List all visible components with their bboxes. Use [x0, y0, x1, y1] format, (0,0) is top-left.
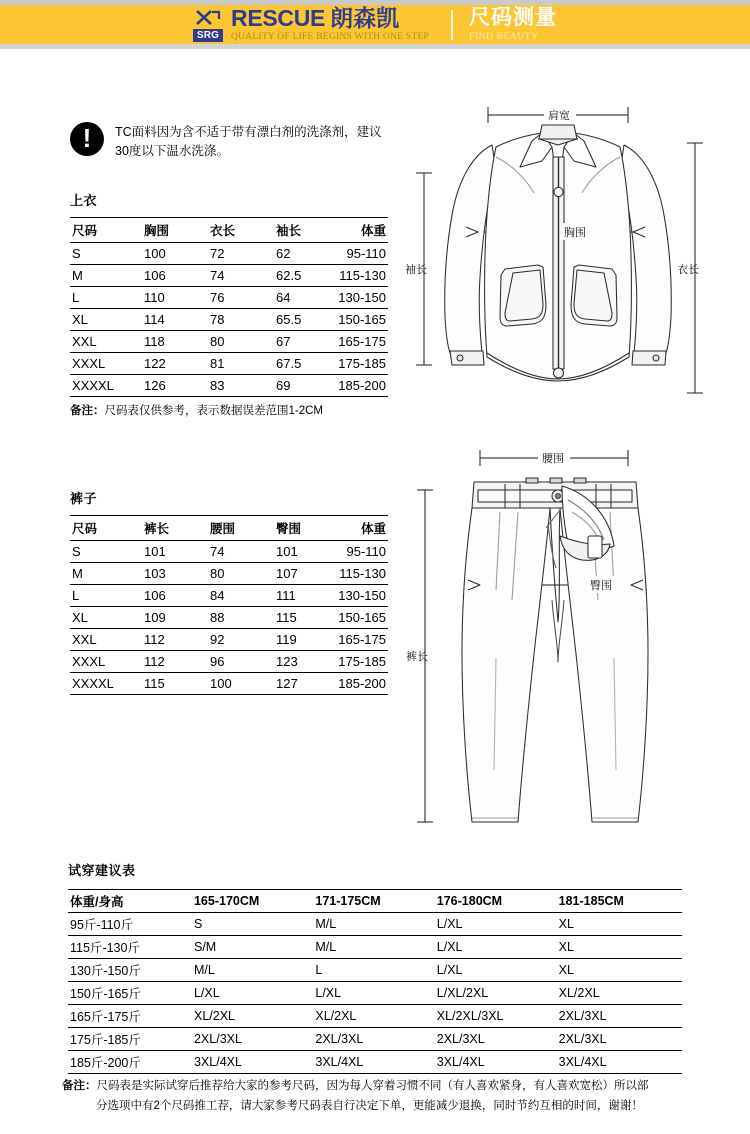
column-header-chest: 胸围 [144, 218, 210, 243]
column-header-weight-height: 体重/身高 [68, 890, 194, 913]
cell-hip: 127 [276, 673, 338, 695]
care-warning [70, 122, 390, 162]
cell-length: 83 [210, 375, 276, 397]
cell-size-176-180: 2XL/3XL [437, 1028, 559, 1051]
table-row [70, 585, 388, 607]
pants-diagram [400, 440, 720, 860]
cell-chest: 114 [144, 309, 210, 331]
table-header-row [68, 890, 682, 913]
jacket-size-table [70, 217, 388, 397]
table-row [68, 1028, 682, 1051]
table-row [70, 265, 388, 287]
cell-sleeve: 62 [276, 243, 338, 265]
pants-illustration-svg [400, 440, 720, 860]
cell-weight: 185-200 [338, 673, 388, 695]
cell-waist: 100 [210, 673, 276, 695]
cell-weight: 165-175 [338, 629, 388, 651]
cell-size-176-180: 3XL/4XL [437, 1051, 559, 1074]
cell-waist: 84 [210, 585, 276, 607]
cell-weight: 185-200 [338, 375, 388, 397]
fit-table-footnote [62, 1076, 688, 1116]
cell-weight: 175-185 [338, 651, 388, 673]
table-row [70, 331, 388, 353]
cell-weight: 115-130 [338, 265, 388, 287]
column-header-height-165-170: 165-170CM [194, 890, 315, 913]
label-chest: 胸围 [564, 227, 586, 239]
column-header-size: 尺码 [70, 218, 144, 243]
cell-sleeve: 69 [276, 375, 338, 397]
cell-weight-range: 95斤-110斤 [68, 913, 194, 936]
cell-sleeve: 67 [276, 331, 338, 353]
cell-size-176-180: L/XL/2XL [437, 982, 559, 1005]
srg-x-logo-icon [193, 10, 227, 42]
cell-size-181-185: XL [559, 936, 682, 959]
table-row [70, 673, 388, 695]
cell-size: S [70, 243, 144, 265]
cell-length: 78 [210, 309, 276, 331]
jacket-size-table-section [70, 190, 388, 419]
table-row [68, 1005, 682, 1028]
cell-size-165-170: M/L [194, 959, 315, 982]
column-header-hip: 臀围 [276, 516, 338, 541]
brand-name-cn: 朗森凯 [330, 5, 400, 31]
fit-table-title: 试穿建议表 [68, 863, 136, 878]
cell-pantlength: 101 [144, 541, 210, 563]
cell-size: XXXXL [70, 375, 144, 397]
brand-name-en: RESCUE [231, 5, 326, 31]
cell-size-171-175: L [315, 959, 436, 982]
banner-heading-cn: 尺码测量 [468, 6, 557, 30]
cell-pantlength: 115 [144, 673, 210, 695]
cell-weight: 175-185 [338, 353, 388, 375]
note-label: 备注： [70, 405, 105, 417]
fit-recommendation-section [68, 860, 682, 1074]
pants-table-body [70, 541, 388, 695]
banner-content [193, 7, 557, 42]
column-header-pantlength: 裤长 [144, 516, 210, 541]
cell-weight-range: 165斤-175斤 [68, 1005, 194, 1028]
cell-size: XL [70, 607, 144, 629]
column-header-height-181-185: 181-185CM [559, 890, 682, 913]
table-row [68, 982, 682, 1005]
table-row [68, 959, 682, 982]
cell-chest: 106 [144, 265, 210, 287]
banner-heading-block [469, 7, 557, 41]
brand-logo [193, 7, 429, 42]
cell-waist: 80 [210, 563, 276, 585]
cell-size-181-185: 2XL/3XL [559, 1028, 682, 1051]
brand-title [231, 7, 429, 30]
cell-size-165-170: 3XL/4XL [194, 1051, 315, 1074]
cell-hip: 107 [276, 563, 338, 585]
cell-sleeve: 65.5 [276, 309, 338, 331]
cell-chest: 118 [144, 331, 210, 353]
cell-weight: 130-150 [338, 585, 388, 607]
table-row [68, 913, 682, 936]
cell-size: XXL [70, 629, 144, 651]
label-garment-length: 衣长 [677, 264, 699, 276]
cell-weight-range: 185斤-200斤 [68, 1051, 194, 1074]
table-row [70, 607, 388, 629]
cell-size-165-170: S/M [194, 936, 315, 959]
cell-pantlength: 106 [144, 585, 210, 607]
srg-box-label: SRG [193, 29, 223, 42]
cell-length: 81 [210, 353, 276, 375]
cell-pantlength: 109 [144, 607, 210, 629]
column-header-weight: 体重 [338, 516, 388, 541]
jacket-table-note [70, 403, 388, 419]
cell-length: 76 [210, 287, 276, 309]
pants-table-title: 裤子 [70, 491, 98, 506]
cell-sleeve: 64 [276, 287, 338, 309]
cell-chest: 122 [144, 353, 210, 375]
cell-weight: 165-175 [338, 331, 388, 353]
cell-weight: 95-110 [338, 541, 388, 563]
table-row [70, 243, 388, 265]
cell-weight: 150-165 [338, 309, 388, 331]
table-row [70, 375, 388, 397]
footnote-line-2: 分选项中有2个尺码推工荐，请大家参考尺码表自行决定下单，更能减少退换，同时节约互相的时间，谢谢！ [96, 1100, 643, 1113]
table-row [70, 563, 388, 585]
cell-size: M [70, 265, 144, 287]
cell-size-181-185: XL [559, 913, 682, 936]
cell-hip: 115 [276, 607, 338, 629]
cell-size: XXXL [70, 353, 144, 375]
table-row [70, 629, 388, 651]
jacket-table-title: 上衣 [70, 193, 98, 208]
fit-table-body [68, 913, 682, 1074]
cell-size: S [70, 541, 144, 563]
cell-length: 74 [210, 265, 276, 287]
cell-size-176-180: L/XL [437, 936, 559, 959]
cell-chest: 100 [144, 243, 210, 265]
cell-size-165-170: XL/2XL [194, 1005, 315, 1028]
cell-size: L [70, 585, 144, 607]
cell-size-171-175: L/XL [315, 982, 436, 1005]
cell-size-176-180: L/XL [437, 959, 559, 982]
cell-weight-range: 175斤-185斤 [68, 1028, 194, 1051]
cell-weight: 95-110 [338, 243, 388, 265]
cell-size-171-175: 2XL/3XL [315, 1028, 436, 1051]
footnote-label: 备注： [62, 1080, 97, 1092]
cell-waist: 92 [210, 629, 276, 651]
column-header-size: 尺码 [70, 516, 144, 541]
cell-pantlength: 112 [144, 651, 210, 673]
column-header-weight: 体重 [338, 218, 388, 243]
cell-size-165-170: L/XL [194, 982, 315, 1005]
cell-hip: 101 [276, 541, 338, 563]
cell-weight-range: 115斤-130斤 [68, 936, 194, 959]
jacket-illustration-svg [400, 95, 720, 440]
pants-size-table [70, 515, 388, 695]
jacket-diagram [400, 95, 720, 440]
site-banner [0, 5, 750, 44]
label-pants-length: 裤长 [406, 651, 428, 663]
cell-sleeve: 67.5 [276, 353, 338, 375]
table-row [70, 353, 388, 375]
cell-sleeve: 62.5 [276, 265, 338, 287]
cell-length: 80 [210, 331, 276, 353]
cell-waist: 88 [210, 607, 276, 629]
column-header-height-171-175: 171-175CM [315, 890, 436, 913]
cell-size-165-170: 2XL/3XL [194, 1028, 315, 1051]
cell-hip: 111 [276, 585, 338, 607]
cell-size-171-175: 3XL/4XL [315, 1051, 436, 1074]
label-sleeve-length: 袖长 [405, 264, 427, 276]
note-text: 尺码表仅供参考，表示数据误差范围1-2CM [104, 405, 324, 417]
cell-weight: 115-130 [338, 563, 388, 585]
table-row [70, 651, 388, 673]
table-row [70, 287, 388, 309]
cell-weight-range: 150斤-165斤 [68, 982, 194, 1005]
cell-size: XL [70, 309, 144, 331]
table-header-row [70, 218, 388, 243]
care-warning-text: TC面料因为含不适于带有漂白剂的洗涤剂，建议30度以下温水洗涤。 [115, 125, 382, 159]
cell-size-176-180: XL/2XL/3XL [437, 1005, 559, 1028]
cell-size: L [70, 287, 144, 309]
cell-size-181-185: 3XL/4XL [559, 1051, 682, 1074]
cell-chest: 110 [144, 287, 210, 309]
label-hip: 臀围 [590, 580, 612, 592]
x-mark-icon [195, 10, 221, 29]
column-header-height-176-180: 176-180CM [437, 890, 559, 913]
table-row [68, 1051, 682, 1074]
exclamation-icon: ! [70, 122, 104, 156]
table-row [70, 541, 388, 563]
footnote-line-1: 尺码表是实际试穿后推荐给大家的参考尺码，因为每人穿着习惯不同（有人喜欢紧身，有人喜欢宽松）所以部 [96, 1080, 649, 1092]
cell-size-171-175: XL/2XL [315, 1005, 436, 1028]
cell-weight: 150-165 [338, 607, 388, 629]
label-waist: 腰围 [542, 453, 564, 465]
table-row [70, 309, 388, 331]
cell-length: 72 [210, 243, 276, 265]
column-header-length: 衣长 [210, 218, 276, 243]
cell-size: XXL [70, 331, 144, 353]
table-row [68, 936, 682, 959]
cell-size-181-185: 2XL/3XL [559, 1005, 682, 1028]
cell-pantlength: 112 [144, 629, 210, 651]
cell-size-165-170: S [194, 913, 315, 936]
cell-size: M [70, 563, 144, 585]
banner-bottom-strip [0, 44, 750, 49]
cell-waist: 74 [210, 541, 276, 563]
cell-size-181-185: XL/2XL [559, 982, 682, 1005]
column-header-waist: 腰围 [210, 516, 276, 541]
cell-size: XXXL [70, 651, 144, 673]
cell-size-171-175: M/L [315, 936, 436, 959]
column-header-sleeve: 袖长 [276, 218, 338, 243]
cell-size-171-175: M/L [315, 913, 436, 936]
brand-tagline: QUALITY OF LIFE BEGINS WITH ONE STEP [231, 32, 429, 42]
cell-weight-range: 130斤-150斤 [68, 959, 194, 982]
banner-heading-en: FIND BEAUTY [468, 31, 539, 42]
cell-pantlength: 103 [144, 563, 210, 585]
fit-recommendation-table [68, 889, 682, 1074]
cell-size: XXXXL [70, 673, 144, 695]
cell-size-181-185: XL [559, 959, 682, 982]
jacket-table-body [70, 243, 388, 397]
cell-hip: 119 [276, 629, 338, 651]
banner-divider [451, 10, 453, 40]
cell-size-176-180: L/XL [437, 913, 559, 936]
label-shoulder-width: 肩宽 [548, 110, 570, 122]
table-header-row [70, 516, 388, 541]
brand-name-block [231, 7, 429, 42]
cell-chest: 126 [144, 375, 210, 397]
pants-size-table-section [70, 488, 388, 695]
cell-weight: 130-150 [338, 287, 388, 309]
cell-waist: 96 [210, 651, 276, 673]
cell-hip: 123 [276, 651, 338, 673]
